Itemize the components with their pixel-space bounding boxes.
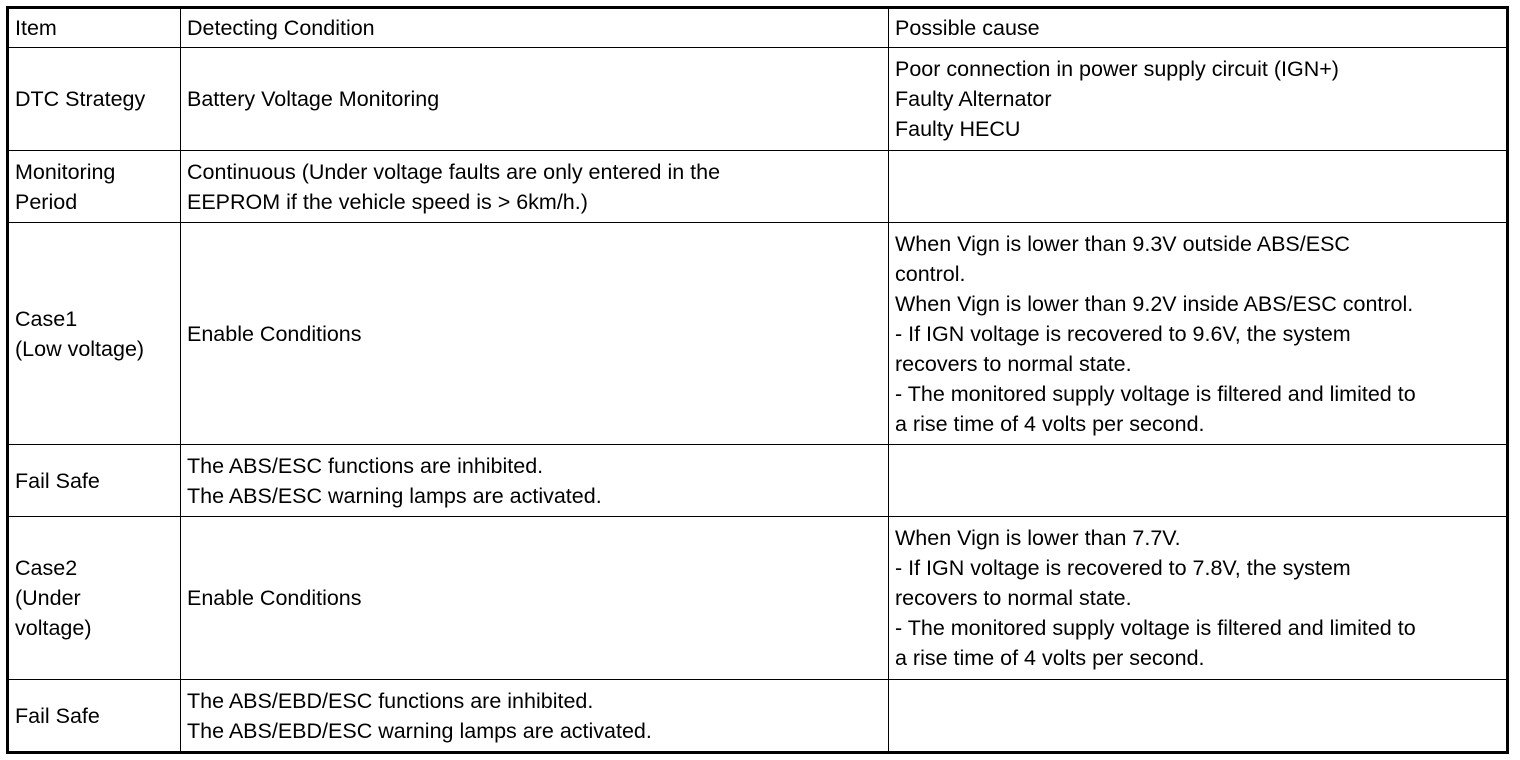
detecting-line: EEPROM if the vehicle speed is > 6km/h.) xyxy=(187,189,588,214)
item-cell xyxy=(8,151,181,223)
detecting-line: The ABS/ESC warning lamps are activated. xyxy=(187,483,602,508)
cause-line: Faulty HECU xyxy=(895,117,1021,141)
detecting-line: Continuous (Under voltage faults are only entered in the xyxy=(187,159,721,184)
cause-cell xyxy=(889,48,1508,151)
table-row xyxy=(8,517,1508,680)
detecting-line: The ABS/ESC functions are inhibited. xyxy=(187,453,544,478)
cause-line: When Vign is lower than 9.3V outside ABS/ESC xyxy=(895,231,1350,256)
cause-line: Poor connection in power supply circuit (IGN+) xyxy=(895,57,1339,81)
detecting-line: The ABS/EBD/ESC warning lamps are activated. xyxy=(187,718,652,743)
table-header-row xyxy=(8,8,1508,48)
item-line: Fail Safe xyxy=(15,703,100,728)
cause-line: - If IGN voltage is recovered to 7.8V, the system xyxy=(895,556,1351,580)
item-cell xyxy=(8,517,181,680)
detecting-line: Enable Conditions xyxy=(187,321,362,346)
header-detecting-condition: Detecting Condition xyxy=(181,8,889,48)
table-row xyxy=(8,680,1508,753)
item-line: Monitoring xyxy=(15,159,116,184)
item-line: Case2 xyxy=(15,556,78,580)
item-line: Period xyxy=(15,189,78,214)
detecting-line: Enable Conditions xyxy=(187,586,362,610)
item-cell xyxy=(8,48,181,151)
cause-line: a rise time of 4 volts per second. xyxy=(895,646,1205,670)
cause-cell xyxy=(889,223,1508,445)
dtc-table xyxy=(6,6,1509,754)
detecting-cell xyxy=(181,151,889,223)
table-row xyxy=(8,151,1508,223)
item-line: Fail Safe xyxy=(15,468,100,493)
cause-line: - If IGN voltage is recovered to 9.6V, the system xyxy=(895,321,1351,346)
cause-line: When Vign is lower than 7.7V. xyxy=(895,526,1181,550)
item-line: DTC Strategy xyxy=(15,87,146,111)
cause-line: recovers to normal state. xyxy=(895,586,1132,610)
header-possible-cause: Possible cause xyxy=(889,8,1508,48)
item-line: voltage) xyxy=(15,616,92,640)
cause-line: - The monitored supply voltage is filtered and limited to xyxy=(895,381,1416,406)
cause-cell xyxy=(889,151,1508,223)
header-item: Item xyxy=(8,8,181,48)
detecting-cell xyxy=(181,517,889,680)
table-row xyxy=(8,445,1508,517)
detecting-cell xyxy=(181,48,889,151)
item-cell xyxy=(8,223,181,445)
cause-line: a rise time of 4 volts per second. xyxy=(895,411,1205,436)
cause-cell xyxy=(889,680,1508,753)
table-row xyxy=(8,223,1508,445)
cause-line: When Vign is lower than 9.2V inside ABS/ESC control. xyxy=(895,291,1414,316)
detecting-cell xyxy=(181,445,889,517)
item-line: (Under xyxy=(15,586,81,610)
table-row xyxy=(8,48,1508,151)
item-line: (Low voltage) xyxy=(15,336,145,361)
item-cell xyxy=(8,445,181,517)
detecting-line: Battery Voltage Monitoring xyxy=(187,87,440,111)
cause-line: - The monitored supply voltage is filtered and limited to xyxy=(895,616,1416,640)
detecting-cell xyxy=(181,680,889,753)
item-line: Case1 xyxy=(15,306,78,331)
cause-line: recovers to normal state. xyxy=(895,351,1132,376)
cause-cell xyxy=(889,517,1508,680)
detecting-line: The ABS/EBD/ESC functions are inhibited. xyxy=(187,688,594,713)
cause-line: control. xyxy=(895,261,966,286)
detecting-cell xyxy=(181,223,889,445)
cause-cell xyxy=(889,445,1508,517)
item-cell xyxy=(8,680,181,753)
cause-line: Faulty Alternator xyxy=(895,87,1052,111)
